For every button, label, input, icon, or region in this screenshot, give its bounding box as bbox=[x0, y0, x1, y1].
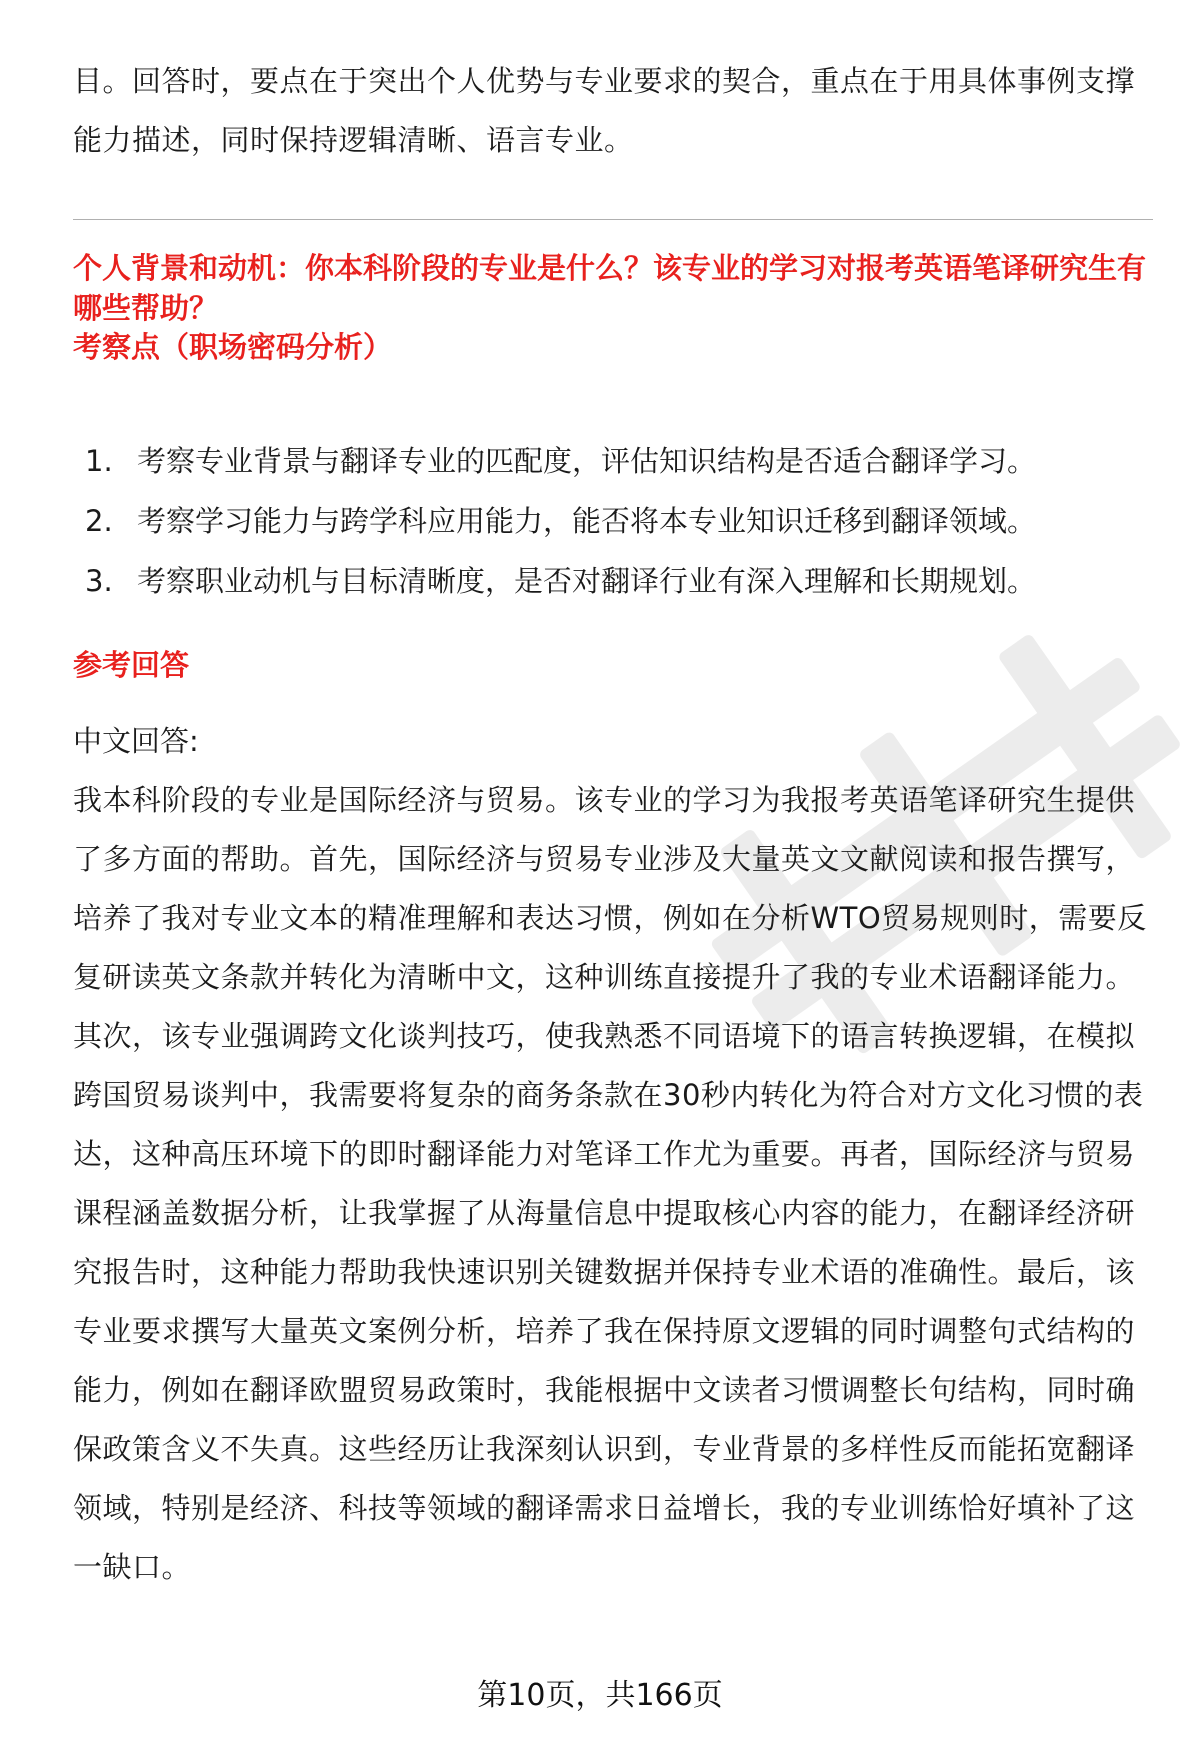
assessment-list bbox=[73, 431, 1153, 611]
assessment-heading: 考察点（职场密码分析） bbox=[73, 330, 393, 364]
list-item-number: 3. bbox=[85, 564, 113, 598]
document-page bbox=[73, 0, 1153, 1755]
question-heading: 个人背景和动机：你本科阶段的专业是什么？该专业的学习对报考英语笔译研究生有哪些帮助？ bbox=[73, 251, 1147, 325]
list-item-text: 考察学习能力与跨学科应用能力，能否将本专业知识迁移到翻译领域。 bbox=[137, 504, 1037, 538]
list-item bbox=[73, 431, 1153, 491]
page-number: 第10页，共166页 bbox=[477, 1678, 723, 1713]
intro-paragraph: 目。回答时，要点在于突出个人优势与专业要求的契合，重点在于用具体事例支撑能力描述，同时保持逻辑清晰、语言专业。 bbox=[73, 64, 1136, 157]
section-divider bbox=[73, 219, 1153, 220]
list-item-number: 1. bbox=[85, 444, 113, 478]
list-item bbox=[73, 491, 1153, 551]
answer-label: 中文回答: bbox=[73, 724, 199, 758]
list-item-number: 2. bbox=[85, 504, 113, 538]
list-item-text: 考察职业动机与目标清晰度，是否对翻译行业有深入理解和长期规划。 bbox=[137, 564, 1037, 598]
list-item bbox=[73, 551, 1153, 611]
answer-paragraph: 我本科阶段的专业是国际经济与贸易。该专业的学习为我报考英语笔译研究生提供了多方面的帮助。首先，国际经济与贸易专业涉及大量英文文献阅读和报告撰写，培养了我对专业文本的精准理解和表达习惯，例如在分析WTO贸易规则时，需要反复研读英文条款并转化为清晰中文，这种训练直接提升了我的专业术语翻译能力。其次，该专业强调跨文化谈判技巧，使我熟悉不同语境下的语言转换逻辑，在模拟跨国贸易谈判中，我需要将复杂的商务条款在30秒内转化为符合对方文化习惯的表达，这种高压环境下的即时翻译能力对笔译工作尤为重要。再者，国际经济与贸易课程涵盖数据分析，让我掌握了从海量信息中提取核心内容的能力，在翻译经济研究报告时，这种能力帮助我快速识别关键数据并保持专业术语的准确性。最后，该专业要求撰写大量英文案例分析，培养了我在保持原文逻辑的同时调整句式结构的能力，例如在翻译欧盟贸易政策时，我能根据中文读者习惯调整长句结构，同时确保政策含义不失真。这些经历让我深刻认识到，专业背景的多样性反而能拓宽翻译领域，特别是经济、科技等领域的翻译需求日益增长，我的专业训练恰好填补了这一缺口。 bbox=[73, 783, 1147, 1584]
list-item-text: 考察专业背景与翻译专业的匹配度，评估知识结构是否适合翻译学习。 bbox=[137, 444, 1037, 478]
reference-heading: 参考回答 bbox=[73, 648, 190, 682]
